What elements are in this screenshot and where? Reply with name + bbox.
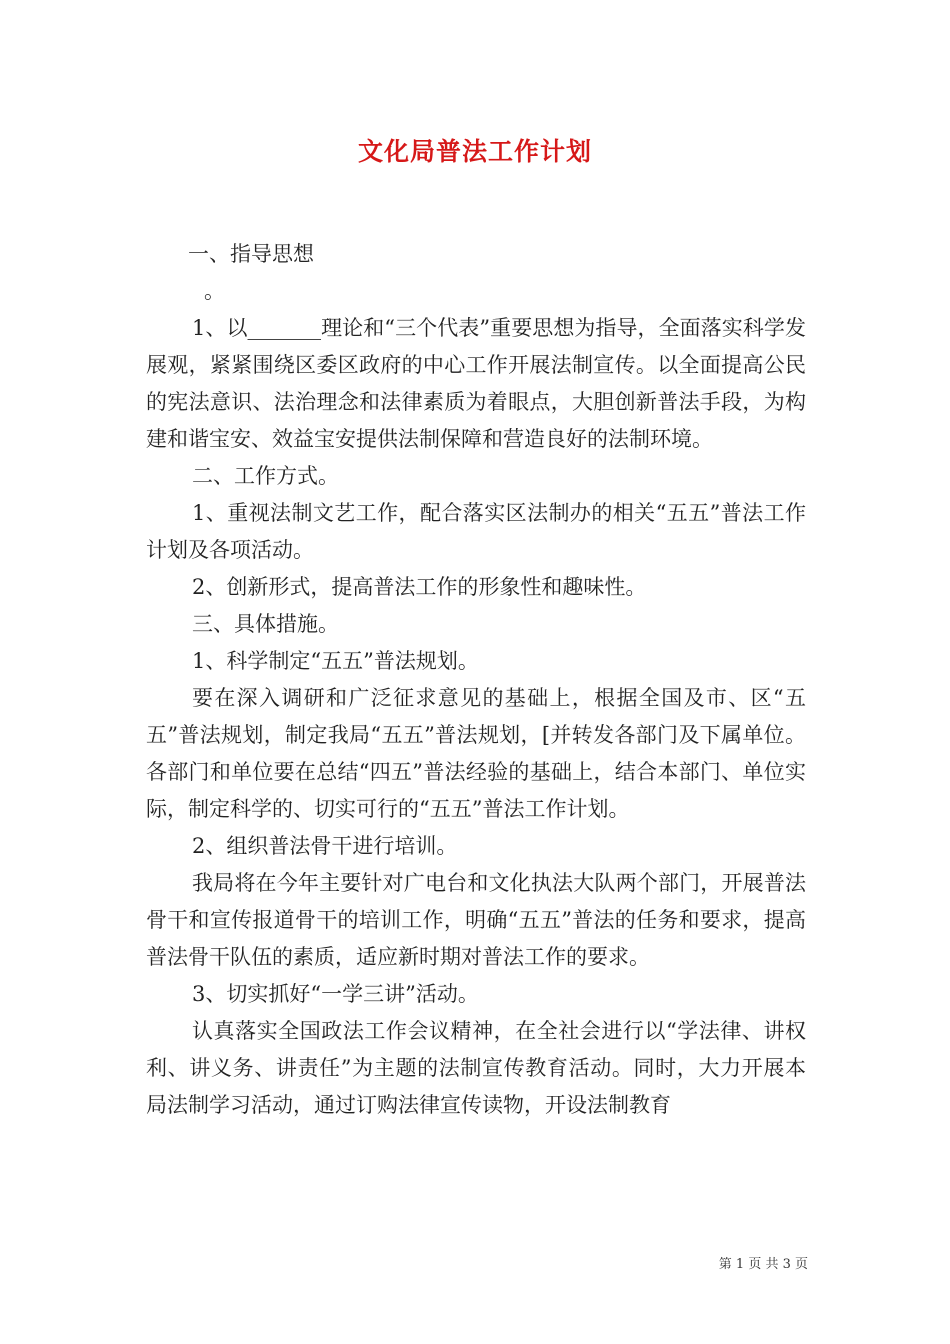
paragraph-legal-arts-work: 1、重视法制文艺工作，配合落实区法制办的相关“五五”普法工作计划及各项活动。 — [146, 501, 806, 562]
paragraph-guiding-principle: 1、以_______理论和“三个代表”重要思想为指导，全面落实科学发展观，紧紧围绕区委区政府的中心工作开展法制宣传。以全面提高公民的宪法意识、法治理念和法律素质为着眼点，大胆创新普法手段，为构建和谐宝安、效益宝安提供法制保障和营造良好的法制环境。 — [146, 316, 806, 451]
subheading-backbone-training: 2、组织普法骨干进行培训。 — [192, 834, 458, 858]
page-number: 第 1 页 共 3 页 — [718, 1257, 808, 1272]
paragraph-five-five-plan: 要在深入调研和广泛征求意见的基础上，根据全国及市、区“五五”普法规划，制定我局“五五”普法规划，[并转发各部门及下属单位。各部门和单位要在总结“四五”普法经验的基础上，结合本部门、单位实际，制定科学的、切实可行的“五五”普法工作计划。 — [146, 686, 806, 821]
subheading-five-five-plan: 1、科学制定“五五”普法规划。 — [192, 649, 479, 673]
section-heading-guiding-ideology: 一、指导思想 — [188, 242, 314, 266]
paragraph-innovative-forms: 2、创新形式，提高普法工作的形象性和趣味性。 — [192, 575, 647, 599]
section-heading-specific-measures: 三、具体措施。 — [192, 612, 339, 636]
document-body — [146, 236, 806, 1124]
paragraph-backbone-training: 我局将在今年主要针对广电台和文化执法大队两个部门，开展普法骨干和宣传报道骨干的培训工作，明确“五五”普法的任务和要求，提高普法骨干队伍的素质，适应新时期对普法工作的要求。 — [146, 871, 806, 969]
section-heading-work-methods: 二、工作方式。 — [192, 464, 339, 488]
document-title: 文化局普法工作计划 — [357, 137, 592, 166]
stray-punctuation-line: 。 — [204, 279, 225, 303]
paragraph-one-study-three-talks: 认真落实全国政法工作会议精神，在全社会进行以“学法律、讲权利、讲义务、讲责任”为主题的法制宣传教育活动。同时，大力开展本局法制学习活动，通过订购法律宣传读物，开设法制教育 — [146, 1019, 806, 1117]
subheading-one-study-three-talks: 3、切实抓好“一学三讲”活动。 — [192, 982, 479, 1006]
